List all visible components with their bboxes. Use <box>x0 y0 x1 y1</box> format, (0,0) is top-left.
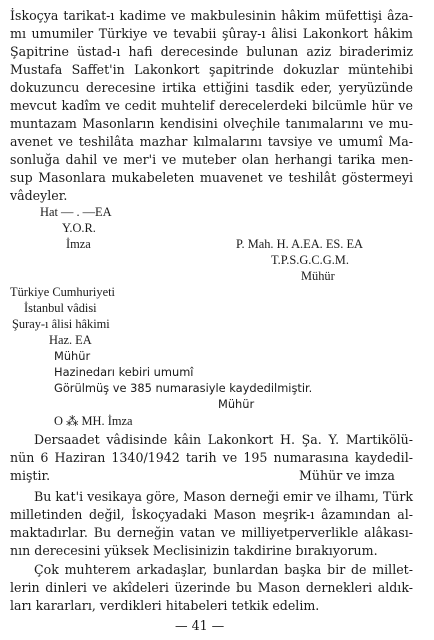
text-line: Dersaadet vâdisinde kâin Lakonkort H. Şa. Y. Martikölü- <box>34 432 413 447</box>
text-line: Mühür <box>218 397 255 411</box>
signature-hat: Hat — . —EA <box>40 205 112 219</box>
text-line: muntazam Masonların kendisini olveçhile tanımalarını ve mu- <box>10 116 413 131</box>
signature-right-code: T.P.S.G.C.G.M. <box>271 253 349 267</box>
text-line: lerin dinleri ve akîdeleri üzerinde bu Mason dernekleri aldık- <box>10 580 413 595</box>
text-line: ları kararları, verdikleri hitabeleri tetkik edelim. <box>10 598 320 613</box>
text-line: Türkiye Cumhuriyeti <box>10 285 115 299</box>
text-line: İstanbul vâdisi <box>24 301 97 315</box>
text-line: nün 6 Haziran 1340/1942 tarih ve 195 numarasına kaydedil- <box>10 450 413 465</box>
signature-imza: İmza <box>66 237 91 251</box>
text-line: Çok muhterem arkadaşlar, bunlardan başka bir de millet- <box>34 562 413 577</box>
text-line: O ⁂ MH. İmza <box>54 414 133 428</box>
text-line: dokuzuncu derecesine irtika ettiğini tasdik eder, yeryüzünde <box>10 80 413 95</box>
signature-yor: Y.O.R. <box>62 221 96 235</box>
page-number: — 41 — <box>175 618 225 633</box>
text-line: avenet ve teshilâta mazhar kılmalarını tavsiye ve umumî Ma- <box>10 134 413 149</box>
text-line: milletinden değil, İskoçyadaki Mason meşrik-ı âzamından al- <box>10 507 413 522</box>
text-line: mevcut kadîm ve cedit muhtelif derecelerdeki bilcümle hür ve <box>10 98 413 113</box>
text-line: Hazinedarı kebiri umumî <box>54 365 194 379</box>
text-line: miştir. <box>10 468 51 483</box>
text-line: İskoçya tarikat-ı kadime ve makbulesinin hâkim müfettişi âza- <box>10 8 413 23</box>
signature-right-seal: Mühür <box>301 269 335 283</box>
text-line: maktadırlar. Bu derneğin vatan ve milliyetperverlikle alâkası- <box>10 525 413 540</box>
text-line: Bu kat'i vesikaya göre, Mason derneği emir ve ilhamı, Türk <box>34 489 413 504</box>
text-line: sup Masonlara mukabeleten muavenet ve teshilât göstermeyi <box>10 170 413 185</box>
text-line: sonluğa dahil ve mer'i ve muteber olan herhangi tarika men- <box>10 152 413 167</box>
text-line: mı umumiler Türkiye ve tevabii şûray-ı âlisi Lakonkort hâkim <box>10 26 413 41</box>
text-line: Şuray-ı âlisi hâkimi <box>12 317 110 331</box>
text-line: Şapitrine üstad-ı hafi derecesinde bulunan aziz biraderimiz <box>10 44 413 59</box>
signature-right-title: P. Mah. H. A.EA. ES. EA <box>236 237 364 251</box>
text-line: Mühür <box>54 349 91 363</box>
text-line: Görülmüş ve 385 numarasiyle kaydedilmiştir. <box>54 381 313 395</box>
text-line: Haz. EA <box>49 333 92 347</box>
text-line: Mustafa Saffet'in Lakonkort şapitrinde dokuzlar müntehibi <box>10 62 413 77</box>
text-line: nın derecesini yüksek Meclisinizin takdirine bırakıyorum. <box>10 543 378 558</box>
text-line: vâdeyler. <box>10 188 68 203</box>
text-line: Mühür ve imza <box>299 468 395 483</box>
